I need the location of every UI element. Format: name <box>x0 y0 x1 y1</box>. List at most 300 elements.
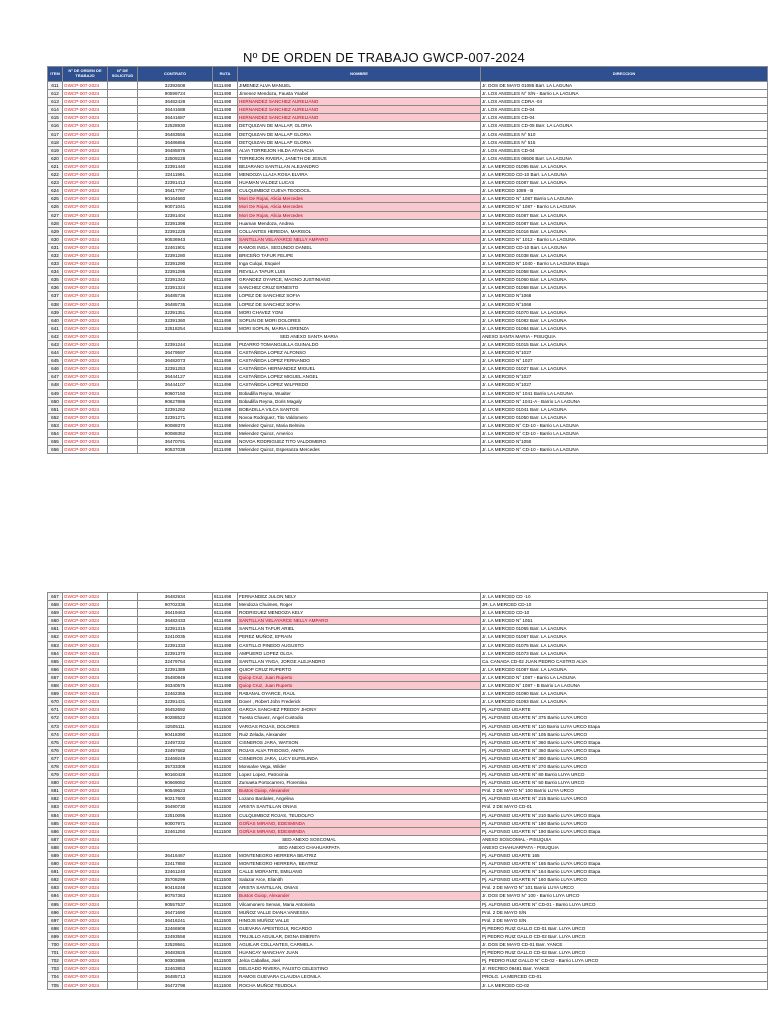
order-cell: GWCP-007-2024 <box>63 762 108 770</box>
order-cell: GWCP-007-2024 <box>63 593 108 601</box>
solicitud-cell <box>108 843 138 851</box>
contrato-cell: 90536943 <box>138 235 213 243</box>
item-cell: 697 <box>48 916 63 924</box>
solicitud-cell <box>108 633 138 641</box>
solicitud-cell <box>108 852 138 860</box>
nombre-cell: PEREZ MUÑOZ, EFRAIN <box>238 633 481 641</box>
solicitud-cell <box>108 876 138 884</box>
contrato-cell: 36485735 <box>138 300 213 308</box>
order-cell: GWCP-007-2024 <box>63 349 108 357</box>
solicitud-cell <box>108 625 138 633</box>
direccion-cell: Jr. DOS DE MAYO 01085 Barr. LA LAGUNA <box>481 82 768 90</box>
nombre-cell: CULQUIMBOZ CUEVA TEODOCIL <box>238 187 481 195</box>
ruta-cell: 8111500 <box>213 868 238 876</box>
ruta-cell: 8111498 <box>213 179 238 187</box>
direccion-cell: Jr. LA MERCED 01073 Barr. LA LAGUNA <box>481 649 768 657</box>
item-cell: 657 <box>48 593 63 601</box>
ruta-cell: 8111498 <box>213 641 238 649</box>
contrato-cell: 90217600 <box>138 795 213 803</box>
solicitud-cell <box>108 235 138 243</box>
ruta-cell: 8111498 <box>213 341 238 349</box>
table-row <box>48 187 768 195</box>
contrato-cell: 90627886 <box>138 397 213 405</box>
solicitud-cell <box>108 106 138 114</box>
nombre-cell: BEJARANO SANTILLAN ALEJANDRO <box>238 162 481 170</box>
table-row <box>48 714 768 722</box>
item-cell: 641 <box>48 324 63 332</box>
solicitud-cell <box>108 657 138 665</box>
table-row <box>48 446 768 454</box>
order-cell: GWCP-007-2024 <box>63 146 108 154</box>
nombre-cell: SOPLIN DE MORI DOLORES <box>238 316 481 324</box>
nombre-cell: CULQUIMBOZ ROJAS, TEUDOLFO <box>238 811 481 819</box>
ruta-cell: 8111498 <box>213 365 238 373</box>
contrato-cell: 32391413 <box>138 179 213 187</box>
item-cell: 685 <box>48 819 63 827</box>
ruta-cell: 8111500 <box>213 941 238 949</box>
ruta-cell: 8111498 <box>213 146 238 154</box>
contrato-cell: 90160428 <box>138 771 213 779</box>
table-row <box>48 827 768 835</box>
item-cell: 655 <box>48 438 63 446</box>
item-cell: 676 <box>48 746 63 754</box>
contrato-cell: 32391351 <box>138 308 213 316</box>
order-cell: GWCP-007-2024 <box>63 292 108 300</box>
item-cell: 702 <box>48 957 63 965</box>
nombre-cell: HERNANDEZ SANCHEZ AURELIANO <box>238 114 481 122</box>
nombre-cell: RAMOS INGA, SEGUNDO DANIEL <box>238 243 481 251</box>
direccion-cell: Jr. LA MERCED 01060 Barr. LA LAGUNA <box>481 276 768 284</box>
contrato-cell: 36482073 <box>138 357 213 365</box>
order-cell: GWCP-007-2024 <box>63 98 108 106</box>
direccion-cell: Jr. LA MERCED 01041 Barr. LA LAGUNA <box>481 405 768 413</box>
table-row <box>48 268 768 276</box>
table-row <box>48 625 768 633</box>
nombre-cell: CISNEROS JARA, LUCY EUFELINDA <box>238 754 481 762</box>
ruta-cell: 8111498 <box>213 300 238 308</box>
table-row <box>48 924 768 932</box>
order-cell: GWCP-007-2024 <box>63 730 108 738</box>
table-row <box>48 292 768 300</box>
order-cell: GWCP-007-2024 <box>63 300 108 308</box>
contrato-cell: 32518254 <box>138 324 213 332</box>
table-row <box>48 803 768 811</box>
direccion-cell: Jr. LA MERCED N° 1012 - Barrio LA LAGUNA <box>481 235 768 243</box>
ruta-cell: 8111500 <box>213 714 238 722</box>
order-cell: GWCP-007-2024 <box>63 657 108 665</box>
table-row <box>48 762 768 770</box>
direccion-cell: Jr. LA MERCED CD-02 <box>481 981 768 989</box>
table-row <box>48 219 768 227</box>
solicitud-cell <box>108 738 138 746</box>
page-title: Nº DE ORDEN DE TRABAJO GWCP-007-2024 <box>243 50 525 65</box>
solicitud-cell <box>108 690 138 698</box>
item-cell: 638 <box>48 300 63 308</box>
direccion-cell: Pj. ALFONSO UGARTE N° 215 Barrio LUYA URCO <box>481 795 768 803</box>
header-ruta: RUTA <box>213 67 238 82</box>
order-cell: GWCP-007-2024 <box>63 389 108 397</box>
direccion-cell: Jr. LA MERCED CD-10 Barr. LA LAGUNA <box>481 171 768 179</box>
contrato-cell: 32391431 <box>138 698 213 706</box>
ruta-cell: 8111498 <box>213 268 238 276</box>
direccion-cell: Jr. LA MERCED 01087 Barr. LA LAGUNA <box>481 211 768 219</box>
nombre-cell: HINOJS MUÑOZ VALLE <box>238 916 481 924</box>
order-cell: GWCP-007-2024 <box>63 771 108 779</box>
ruta-cell: 8111500 <box>213 932 238 940</box>
solicitud-cell <box>108 811 138 819</box>
sede-cell: SED ANEXO SANTA MARIA <box>138 332 481 340</box>
item-cell: 684 <box>48 811 63 819</box>
item-cell: 662 <box>48 633 63 641</box>
solicitud-cell <box>108 868 138 876</box>
solicitud-cell <box>108 162 138 170</box>
table-row <box>48 819 768 827</box>
nombre-cell: ARISTA SANTILLAN ONIAS <box>238 803 481 811</box>
table-row <box>48 730 768 738</box>
order-cell: GWCP-007-2024 <box>63 446 108 454</box>
ruta-cell: 8111500 <box>213 795 238 803</box>
item-cell: 647 <box>48 373 63 381</box>
order-cell: GWCP-007-2024 <box>63 795 108 803</box>
item-cell: 692 <box>48 876 63 884</box>
solicitud-cell <box>108 779 138 787</box>
solicitud-cell <box>108 730 138 738</box>
direccion-cell: Jr. LA MERCED 01090 Barr. LA LAGUNA <box>481 690 768 698</box>
contrato-cell: 36441687 <box>138 114 213 122</box>
solicitud-cell <box>108 438 138 446</box>
order-cell: GWCP-007-2024 <box>63 641 108 649</box>
contrato-cell: 36485876 <box>138 146 213 154</box>
ruta-cell: 8111500 <box>213 827 238 835</box>
ruta-cell: 8111500 <box>213 924 238 932</box>
contrato-cell: 90071041 <box>138 203 213 211</box>
table-row <box>48 389 768 397</box>
nombre-cell: HUAMAN VALDEZ LUCAS <box>238 179 481 187</box>
nombre-cell: TRUJILLO AGUILAR, DIGNA EMERITA <box>238 932 481 940</box>
nombre-cell: RODRIGUEZ MENDOZA KELY <box>238 609 481 617</box>
ruta-cell: 8111500 <box>213 916 238 924</box>
item-cell: 663 <box>48 641 63 649</box>
ruta-cell: 8111500 <box>213 730 238 738</box>
contrato-cell: 90537038 <box>138 446 213 454</box>
ruta-cell: 8111500 <box>213 722 238 730</box>
order-cell: GWCP-007-2024 <box>63 949 108 957</box>
header-nombre: NOMBRE <box>238 67 481 82</box>
solicitud-cell <box>108 965 138 973</box>
table-row <box>48 146 768 154</box>
order-cell: GWCP-007-2024 <box>63 122 108 130</box>
nombre-cell: SANTILLAN YNGA, JORGE ALEJANDRO <box>238 657 481 665</box>
item-cell: 624 <box>48 187 63 195</box>
item-cell: 619 <box>48 146 63 154</box>
nombre-cell: Inga Culqui, Esquiel <box>238 260 481 268</box>
direccion-cell: Jr. LA MERCED 01038 Barr. LA LAGUNA <box>481 251 768 259</box>
direccion-cell: Jr. LA MERCED N° 1051 <box>481 617 768 625</box>
contrato-cell: 32391280 <box>138 251 213 259</box>
table-row <box>48 106 768 114</box>
ruta-cell: 8111498 <box>213 421 238 429</box>
contrato-cell: 35733308 <box>138 762 213 770</box>
ruta-cell: 8111498 <box>213 90 238 98</box>
solicitud-cell <box>108 146 138 154</box>
solicitud-cell <box>108 332 138 340</box>
ruta-cell: 8111498 <box>213 130 238 138</box>
item-cell: 613 <box>48 98 63 106</box>
ruta-cell: 8111498 <box>213 373 238 381</box>
order-cell: GWCP-007-2024 <box>63 746 108 754</box>
solicitud-cell <box>108 430 138 438</box>
table-row <box>48 795 768 803</box>
solicitud-cell <box>108 211 138 219</box>
nombre-cell: Huaman Mendoza, Andrea <box>238 219 481 227</box>
order-cell: GWCP-007-2024 <box>63 698 108 706</box>
table-row <box>48 601 768 609</box>
order-cell: GWCP-007-2024 <box>63 908 108 916</box>
ruta-cell: 8111500 <box>213 771 238 779</box>
nombre-cell: HERNANDEZ SANCHEZ AURELIANO <box>238 98 481 106</box>
item-cell: 644 <box>48 349 63 357</box>
order-cell: GWCP-007-2024 <box>63 900 108 908</box>
contrato-cell: 90088352 <box>138 430 213 438</box>
contrato-cell: 32469249 <box>138 754 213 762</box>
ruta-cell: 8111498 <box>213 122 238 130</box>
order-cell: GWCP-007-2024 <box>63 365 108 373</box>
nombre-cell: Bobadilla Reyna, Wualter <box>238 389 481 397</box>
ruta-cell: 8111500 <box>213 779 238 787</box>
contrato-cell: 36416241 <box>138 916 213 924</box>
sede-cell: SED ANEXO CHAHUARPATA <box>138 843 481 851</box>
item-cell: 673 <box>48 722 63 730</box>
ruta-cell: 8111500 <box>213 852 238 860</box>
solicitud-cell <box>108 405 138 413</box>
contrato-cell: 90702336 <box>138 601 213 609</box>
item-cell: 704 <box>48 973 63 981</box>
solicitud-cell <box>108 932 138 940</box>
item-cell: 639 <box>48 308 63 316</box>
ruta-cell: 8111500 <box>213 957 238 965</box>
nombre-cell: GARCIA SANCHEZ FREDDY JHONY <box>238 706 481 714</box>
nombre-cell: HUANCAY MANCHAY JUAN <box>238 949 481 957</box>
nombre-cell: GUEVARA APESTEGUI, RICARDO <box>238 924 481 932</box>
nombre-cell: DETQUIZAN DE MALLAP GLORIA <box>238 138 481 146</box>
ruta-cell: 8111498 <box>213 609 238 617</box>
nombre-cell: CASTAÑEDA LOPEZ MIGUEL ANGEL <box>238 373 481 381</box>
contrato-cell: 90549623 <box>138 787 213 795</box>
item-cell: 611 <box>48 82 63 90</box>
contrato-cell: 32391253 <box>138 365 213 373</box>
table-row <box>48 82 768 90</box>
ruta-cell: 8111498 <box>213 617 238 625</box>
item-cell: 699 <box>48 932 63 940</box>
sede-cell: SED ANEXO SOSCOMAL <box>138 835 481 843</box>
order-cell: GWCP-007-2024 <box>63 787 108 795</box>
ruta-cell: 8111498 <box>213 98 238 106</box>
ruta-cell: 8111498 <box>213 227 238 235</box>
solicitud-cell <box>108 260 138 268</box>
order-cell: GWCP-007-2024 <box>63 835 108 843</box>
order-cell: GWCP-007-2024 <box>63 162 108 170</box>
item-cell: 670 <box>48 698 63 706</box>
item-cell: 666 <box>48 665 63 673</box>
nombre-cell: VARGAS ROJAS, DOLORES <box>238 722 481 730</box>
item-cell: 661 <box>48 625 63 633</box>
order-cell: GWCP-007-2024 <box>63 673 108 681</box>
table-row <box>48 617 768 625</box>
solicitud-cell <box>108 771 138 779</box>
ruta-cell: 8111500 <box>213 949 238 957</box>
item-cell: 678 <box>48 762 63 770</box>
direccion-cell: Jr. LA MERCED N°1027 <box>481 373 768 381</box>
nombre-cell: Melendez Quiroz, Maria Belmira <box>238 421 481 429</box>
table-row <box>48 949 768 957</box>
nombre-cell: CASTAÑEDA LOPEZ ALFONSO <box>238 349 481 357</box>
table-row <box>48 908 768 916</box>
table-row <box>48 90 768 98</box>
item-cell: 616 <box>48 122 63 130</box>
table-row <box>48 276 768 284</box>
item-cell: 651 <box>48 405 63 413</box>
solicitud-cell <box>108 949 138 957</box>
ruta-cell: 8111498 <box>213 162 238 170</box>
item-cell: 648 <box>48 381 63 389</box>
order-cell: GWCP-007-2024 <box>63 649 108 657</box>
solicitud-cell <box>108 860 138 868</box>
table-row <box>48 162 768 170</box>
nombre-cell: Quiop Cruz, Juan Ruperto <box>238 673 481 681</box>
contrato-cell: 36416467 <box>138 852 213 860</box>
solicitud-cell <box>108 324 138 332</box>
ruta-cell: 8111500 <box>213 811 238 819</box>
item-cell: 643 <box>48 341 63 349</box>
item-cell: 689 <box>48 852 63 860</box>
item-cell: 675 <box>48 738 63 746</box>
item-cell: 668 <box>48 682 63 690</box>
table-row <box>48 900 768 908</box>
table-row <box>48 430 768 438</box>
contrato-cell: 32417850 <box>138 860 213 868</box>
direccion-cell: Pj. ALFONSO UGARTE N° 190 Barrio LUYA URCO <box>481 819 768 827</box>
order-cell: GWCP-007-2024 <box>63 665 108 673</box>
contrato-cell: 36472798 <box>138 981 213 989</box>
item-cell: 696 <box>48 908 63 916</box>
order-cell: GWCP-007-2024 <box>63 373 108 381</box>
ruta-cell: 8111498 <box>213 251 238 259</box>
nombre-cell: AGUILAR COLLANTES, CARMELA <box>238 941 481 949</box>
item-cell: 618 <box>48 138 63 146</box>
direccion-cell: Jr. RECREO 09481 Barr. YANCE <box>481 965 768 973</box>
item-cell: 695 <box>48 900 63 908</box>
item-cell: 631 <box>48 243 63 251</box>
ruta-cell: 8111498 <box>213 690 238 698</box>
solicitud-cell <box>108 835 138 843</box>
order-cell: GWCP-007-2024 <box>63 260 108 268</box>
contrato-cell: 32392608 <box>138 82 213 90</box>
direccion-cell: Jr. LA MERCED 01058 Barr. LA LAGUNA <box>481 268 768 276</box>
table-row <box>48 373 768 381</box>
order-cell: GWCP-007-2024 <box>63 357 108 365</box>
nombre-cell: SANTILLAN TAFUR ARIEL <box>238 625 481 633</box>
nombre-cell: Quiop Cruz, Juan Ruperto <box>238 682 481 690</box>
nombre-cell: Bustos Guiop, Alexander <box>238 787 481 795</box>
contrato-cell: 32510095 <box>138 811 213 819</box>
direccion-cell: Jr. LOS ANGELES CD-04 <box>481 106 768 114</box>
solicitud-cell <box>108 195 138 203</box>
header-contrato: CONTRATO <box>138 67 213 82</box>
table-row <box>48 738 768 746</box>
table-row <box>48 203 768 211</box>
ruta-cell: 8111498 <box>213 154 238 162</box>
direccion-cell: Jr. LA MERCED N° 1041-A - Barrio LA LAGUNA <box>481 397 768 405</box>
direccion-cell: Pj. ALFONSO UGARTE N° 270 Barrio LUYA URCO <box>481 762 768 770</box>
table-row <box>48 811 768 819</box>
ruta-cell: 8111498 <box>213 276 238 284</box>
ruta-cell: 8111498 <box>213 138 238 146</box>
nombre-cell: SANCHEZ CRUZ ERNESTO <box>238 284 481 292</box>
solicitud-cell <box>108 187 138 195</box>
order-cell: GWCP-007-2024 <box>63 235 108 243</box>
item-cell: 621 <box>48 162 63 170</box>
ruta-cell: 8111498 <box>213 389 238 397</box>
direccion-cell: Jr. LA MERCED N° CD-10 - Barrio LA LAGUNA <box>481 446 768 454</box>
item-cell: 615 <box>48 114 63 122</box>
order-cell: GWCP-007-2024 <box>63 341 108 349</box>
table-row <box>48 876 768 884</box>
direccion-cell: Jr. LA MERCED 01095 Barr. LA LAGUNA <box>481 162 768 170</box>
table-row <box>48 421 768 429</box>
contrato-cell: 32479764 <box>138 657 213 665</box>
ruta-cell: 8111498 <box>213 106 238 114</box>
ruta-cell: 8111498 <box>213 316 238 324</box>
item-cell: 654 <box>48 430 63 438</box>
contrato-cell: 32528930 <box>138 122 213 130</box>
table-row <box>48 357 768 365</box>
direccion-cell: Pj. ALFONSO UGARTE N° 190 Barrio LUYA URCO Etapa <box>481 827 768 835</box>
direccion-cell: Jr. LA MERCED N°1050 <box>481 438 768 446</box>
direccion-cell: Jr. LOS ANGELES CD-05 Barr. LA LAGUNA <box>481 122 768 130</box>
order-cell: GWCP-007-2024 <box>63 973 108 981</box>
item-cell: 626 <box>48 203 63 211</box>
item-cell: 691 <box>48 868 63 876</box>
order-cell: GWCP-007-2024 <box>63 714 108 722</box>
solicitud-cell <box>108 357 138 365</box>
solicitud-cell <box>108 138 138 146</box>
nombre-cell: Monsalve Vega, Wilder <box>238 762 481 770</box>
nombre-cell: GRANDEZ OYARCE, MAGNO JUSTINIANO <box>238 276 481 284</box>
direccion-cell: Jr. LA MERCED CD-10 Barr. LA LAGUNA <box>481 243 768 251</box>
contrato-cell: 32391389 <box>138 665 213 673</box>
nombre-cell: FERNANDEZ JULON NELY <box>238 593 481 601</box>
ruta-cell: 8111498 <box>213 171 238 179</box>
order-cell: GWCP-007-2024 <box>63 381 108 389</box>
nombre-cell: AMPUERO LOPEZ OLGA <box>238 649 481 657</box>
item-cell: 659 <box>48 609 63 617</box>
table-row <box>48 243 768 251</box>
direccion-cell: Pj PEDRO RUIZ GALLO CD-01 Barr. LUYA URCO <box>481 924 768 932</box>
table-row <box>48 438 768 446</box>
table-row <box>48 284 768 292</box>
table-row <box>48 211 768 219</box>
ruta-cell: 8111500 <box>213 762 238 770</box>
ruta-cell: 8111498 <box>213 673 238 681</box>
order-cell: GWCP-007-2024 <box>63 617 108 625</box>
order-cell: GWCP-007-2024 <box>63 284 108 292</box>
solicitud-cell <box>108 973 138 981</box>
direccion-cell: Pj PEDRO RUIZ GALLO CD-02 Barr. LUYA URCO <box>481 949 768 957</box>
solicitud-cell <box>108 908 138 916</box>
contrato-cell: 36441688 <box>138 106 213 114</box>
table-row <box>48 690 768 698</box>
solicitud-cell <box>108 227 138 235</box>
